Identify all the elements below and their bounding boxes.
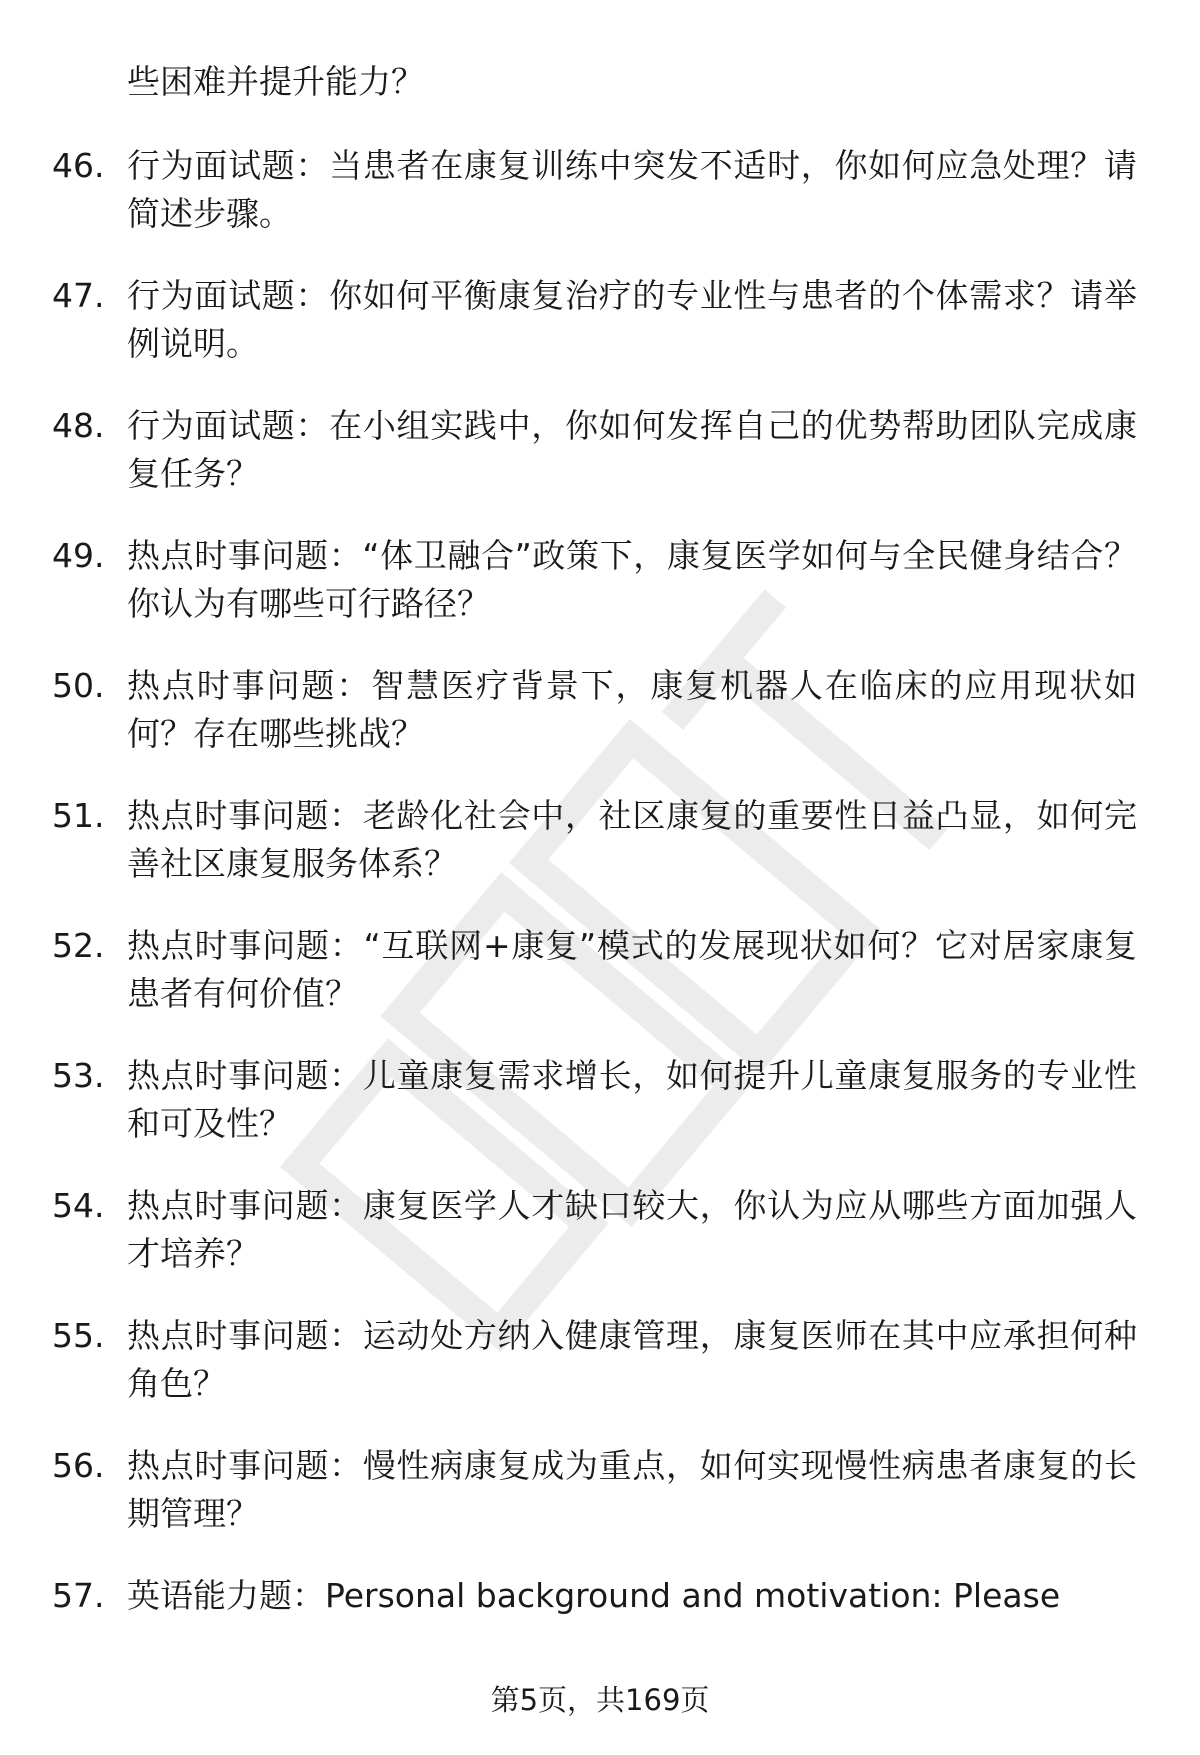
item-text: 行为面试题：你如何平衡康复治疗的专业性与患者的个体需求？请举例说明。 [127, 276, 1137, 363]
item-number: 53. [52, 1056, 105, 1095]
item-text: 热点时事问题：老龄化社会中，社区康复的重要性日益凸显，如何完善社区康复服务体系？ [127, 796, 1137, 883]
item-number: 57. [52, 1576, 105, 1615]
page-number-footer: 第5页，共169页 [490, 1683, 710, 1717]
item-number: 52. [52, 926, 105, 965]
list-item [0, 1052, 1200, 1148]
item-number: 56. [52, 1446, 105, 1485]
list-item [0, 1312, 1200, 1408]
item-text: 热点时事问题：儿童康复需求增长，如何提升儿童康复服务的专业性和可及性？ [127, 1056, 1137, 1143]
item-text: 行为面试题：当患者在康复训练中突发不适时，你如何应急处理？请简述步骤。 [127, 146, 1137, 233]
continuation-text: 些困难并提升能力？ [127, 62, 424, 101]
list-item [0, 142, 1200, 238]
list-item [0, 532, 1200, 628]
item-text: 热点时事问题：“互联网+康复”模式的发展现状如何？它对居家康复患者有何价值？ [127, 926, 1137, 1013]
item-number: 48. [52, 406, 105, 445]
list-item [0, 922, 1200, 1018]
item-number: 49. [52, 536, 105, 575]
item-text: 行为面试题：在小组实践中，你如何发挥自己的优势帮助团队完成康复任务？ [127, 406, 1137, 493]
item-text: 热点时事问题：康复医学人才缺口较大，你认为应从哪些方面加强人才培养？ [127, 1186, 1137, 1273]
item-number: 46. [52, 146, 105, 185]
list-item [0, 272, 1200, 368]
item-number: 50. [52, 666, 105, 705]
question-list [0, 142, 1200, 1654]
list-item [0, 1182, 1200, 1278]
list-item [0, 1442, 1200, 1538]
item-text: 热点时事问题：“体卫融合”政策下，康复医学如何与全民健身结合？你认为有哪些可行路径？ [127, 536, 1137, 623]
list-item [0, 792, 1200, 888]
item-text: 热点时事问题：慢性病康复成为重点，如何实现慢性病患者康复的长期管理？ [127, 1446, 1137, 1533]
item-text: 热点时事问题：运动处方纳入健康管理，康复医师在其中应承担何种角色？ [127, 1316, 1137, 1403]
list-item [0, 402, 1200, 498]
item-number: 55. [52, 1316, 105, 1355]
item-number: 54. [52, 1186, 105, 1225]
list-item [0, 662, 1200, 758]
item-text: 英语能力题：Personal background and motivation: Please [127, 1576, 1061, 1615]
item-number: 51. [52, 796, 105, 835]
item-text: 热点时事问题：智慧医疗背景下，康复机器人在临床的应用现状如何？存在哪些挑战？ [127, 666, 1137, 753]
item-number: 47. [52, 276, 105, 315]
list-item [0, 1572, 1200, 1620]
